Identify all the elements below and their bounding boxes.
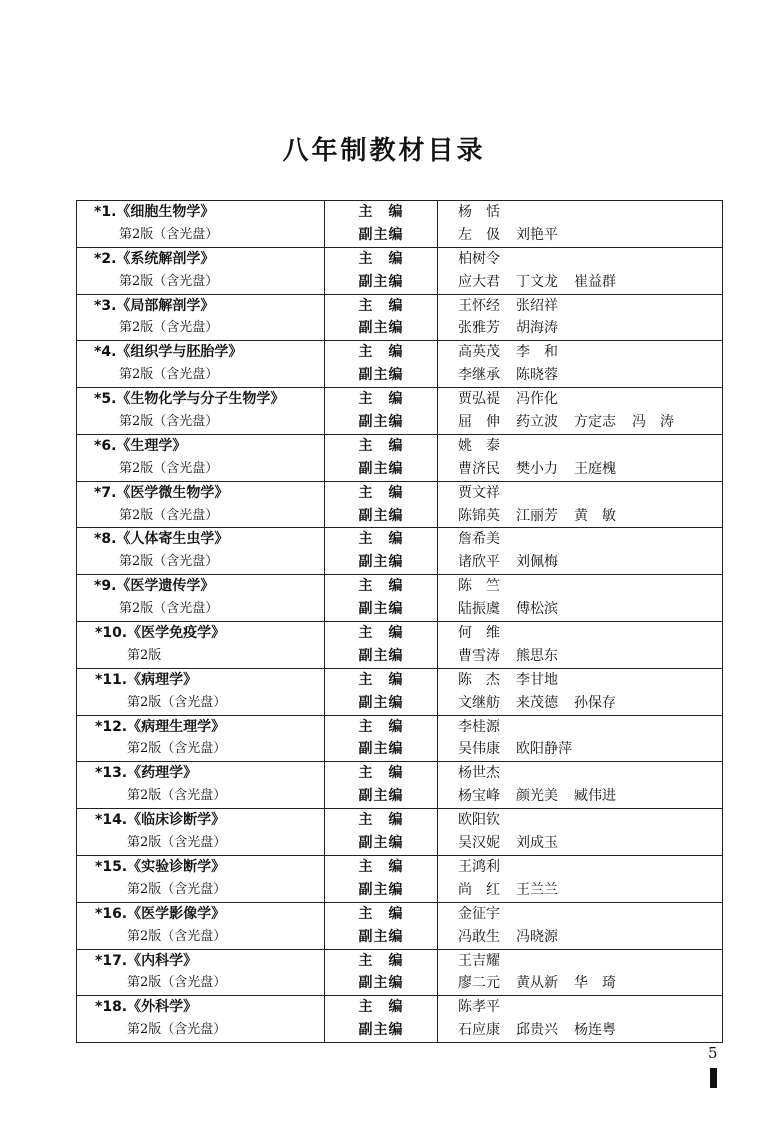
chief-editor-names	[438, 762, 722, 785]
book-edition: 第2版（含光盘）	[127, 1022, 227, 1038]
book-edition: 第2版（含光盘）	[119, 320, 219, 336]
editor-name: 王鸿利	[458, 858, 500, 875]
deputy-editor-names	[438, 972, 722, 995]
editors-cell	[438, 668, 723, 715]
book-cell	[77, 481, 325, 528]
book-row	[77, 481, 723, 528]
editor-name: 贾弘禔	[458, 391, 500, 408]
editors-cell	[438, 294, 723, 341]
chief-editor-names	[438, 809, 722, 832]
editors-cell	[438, 622, 723, 669]
chief-editor-names	[438, 622, 722, 645]
editor-name: 屈 伸	[458, 414, 500, 431]
editors-cell	[438, 528, 723, 575]
book-row	[77, 341, 723, 388]
book-title: *11.《病理学》	[95, 671, 198, 688]
book-title: *14.《临床诊断学》	[95, 812, 226, 829]
editor-name: 李继承	[458, 367, 500, 384]
deputy-editor-names	[438, 505, 722, 528]
book-row	[77, 247, 723, 294]
chief-editor-names	[438, 482, 722, 505]
deputy-editor-label: 副主编	[358, 694, 404, 711]
chief-editor-label: 主 编	[358, 578, 404, 595]
chief-editor-names	[438, 248, 722, 271]
chief-editor-names	[438, 388, 722, 411]
editor-name: 黄从新	[516, 975, 558, 992]
editor-name: 冯晓源	[516, 928, 558, 945]
book-edition: 第2版（含光盘）	[119, 273, 219, 289]
chief-editor-label: 主 编	[358, 625, 404, 642]
role-cell	[325, 575, 438, 622]
book-row	[77, 622, 723, 669]
editors-cell	[438, 388, 723, 435]
editor-name: 樊小力	[516, 460, 558, 477]
chief-editor-label: 主 编	[358, 297, 404, 314]
editor-name: 王吉耀	[458, 952, 500, 969]
editor-name: 熊思东	[516, 647, 558, 664]
deputy-editor-label: 副主编	[358, 928, 404, 945]
editors-cell	[438, 201, 723, 248]
chief-editor-label: 主 编	[358, 671, 404, 688]
editor-name: 陈孝平	[458, 999, 500, 1016]
chief-editor-names	[438, 716, 722, 739]
book-row	[77, 855, 723, 902]
chief-editor-label: 主 编	[358, 344, 404, 361]
editor-name: 陈 杰	[458, 671, 500, 688]
editor-name: 华 琦	[574, 975, 616, 992]
deputy-editor-names	[438, 1019, 722, 1042]
chief-editor-names	[438, 341, 722, 364]
page-edge-bar	[710, 1068, 717, 1088]
editor-name: 詹希美	[458, 531, 500, 548]
deputy-editor-names	[438, 785, 722, 808]
book-title: *18.《外科学》	[95, 999, 198, 1016]
editor-name: 刘佩梅	[516, 554, 558, 571]
book-title: *3.《局部解剖学》	[94, 297, 215, 314]
editors-cell	[438, 809, 723, 856]
book-row	[77, 294, 723, 341]
editors-cell	[438, 996, 723, 1043]
book-cell	[77, 762, 325, 809]
deputy-editor-names	[438, 317, 722, 340]
editor-name: 胡海涛	[516, 320, 558, 337]
editors-cell	[438, 434, 723, 481]
chief-editor-names	[438, 295, 722, 318]
book-title: *5.《生物化学与分子生物学》	[94, 391, 285, 408]
editor-name: 王怀经	[458, 297, 500, 314]
editor-name: 高英茂	[458, 344, 500, 361]
editors-cell	[438, 762, 723, 809]
book-cell	[77, 622, 325, 669]
book-row	[77, 715, 723, 762]
deputy-editor-names	[438, 364, 722, 387]
deputy-editor-label: 副主编	[358, 367, 404, 384]
role-cell	[325, 528, 438, 575]
deputy-editor-label: 副主编	[358, 507, 404, 524]
book-cell	[77, 247, 325, 294]
page-title: 八年制教材目录	[282, 136, 486, 166]
role-cell	[325, 668, 438, 715]
deputy-editor-label: 副主编	[358, 273, 404, 290]
role-cell	[325, 949, 438, 996]
editor-name: 文继舫	[458, 694, 500, 711]
role-cell	[325, 715, 438, 762]
editor-name: 张绍祥	[516, 297, 558, 314]
role-cell	[325, 434, 438, 481]
role-cell	[325, 341, 438, 388]
editor-name: 杨连粤	[574, 1022, 616, 1039]
book-edition: 第2版（含光盘）	[119, 367, 219, 383]
deputy-editor-label: 副主编	[358, 788, 404, 805]
chief-editor-label: 主 编	[358, 391, 404, 408]
book-row	[77, 949, 723, 996]
editor-name: 杨 恬	[458, 204, 500, 220]
book-title: *15.《实验诊断学》	[95, 858, 226, 875]
chief-editor-names	[438, 528, 722, 551]
deputy-editor-names	[438, 692, 722, 715]
deputy-editor-label: 副主编	[358, 460, 404, 477]
book-row	[77, 902, 723, 949]
deputy-editor-names	[438, 738, 722, 761]
editor-name: 李 和	[516, 344, 558, 361]
deputy-editor-names	[438, 551, 722, 574]
editor-name: 陈 竺	[458, 578, 500, 595]
editor-name: 臧伟进	[574, 788, 616, 805]
editor-name: 欧阳钦	[458, 812, 500, 829]
book-title: *1.《细胞生物学》	[94, 204, 215, 220]
role-cell	[325, 809, 438, 856]
deputy-editor-label: 副主编	[358, 1022, 404, 1039]
editor-name: 吴伟康	[458, 741, 500, 758]
editor-name: 方定志	[574, 414, 616, 431]
book-cell	[77, 528, 325, 575]
book-edition: 第2版（含光盘）	[119, 226, 219, 242]
role-cell	[325, 855, 438, 902]
deputy-editor-label: 副主编	[358, 414, 404, 431]
book-title: *4.《组织学与胚胎学》	[94, 344, 243, 361]
chief-editor-names	[438, 435, 722, 458]
deputy-editor-names	[438, 926, 722, 949]
editor-name: 欧阳静萍	[516, 741, 572, 758]
book-row	[77, 575, 723, 622]
chief-editor-label: 主 编	[358, 718, 404, 735]
book-cell	[77, 996, 325, 1043]
editor-name: 应大君	[458, 273, 500, 290]
deputy-editor-names	[438, 224, 722, 247]
editor-name: 左 伋	[458, 226, 500, 243]
book-row	[77, 809, 723, 856]
deputy-editor-names	[438, 598, 722, 621]
role-cell	[325, 902, 438, 949]
book-cell	[77, 388, 325, 435]
editor-name: 杨世杰	[458, 765, 500, 782]
book-cell	[77, 902, 325, 949]
editor-name: 黄 敏	[574, 507, 616, 524]
book-edition: 第2版（含光盘）	[119, 507, 219, 523]
book-edition: 第2版（含光盘）	[127, 928, 227, 944]
book-title: *9.《医学遗传学》	[94, 578, 215, 595]
editors-cell	[438, 715, 723, 762]
chief-editor-label: 主 编	[358, 484, 404, 501]
editor-name: 张雅芳	[458, 320, 500, 337]
chief-editor-label: 主 编	[358, 999, 404, 1016]
deputy-editor-label: 副主编	[358, 554, 404, 571]
editor-name: 李甘地	[516, 671, 558, 688]
book-cell	[77, 575, 325, 622]
editor-name: 柏树令	[458, 250, 500, 267]
editor-name: 石应康	[458, 1022, 500, 1039]
book-cell	[77, 949, 325, 996]
book-row	[77, 668, 723, 715]
chief-editor-label: 主 编	[358, 250, 404, 267]
editor-name: 李桂源	[458, 718, 500, 735]
editors-cell	[438, 575, 723, 622]
editor-name: 陈锦英	[458, 507, 500, 524]
chief-editor-names	[438, 575, 722, 598]
book-row	[77, 996, 723, 1043]
editor-name: 吴汉妮	[458, 835, 500, 852]
chief-editor-label: 主 编	[358, 765, 404, 782]
book-title: *6.《生理学》	[94, 437, 187, 454]
editor-name: 陆振虞	[458, 601, 500, 618]
editors-cell	[438, 481, 723, 528]
book-edition: 第2版（含光盘）	[127, 881, 227, 897]
book-title: *2.《系统解剖学》	[94, 250, 215, 267]
book-edition: 第2版（含光盘）	[119, 601, 219, 617]
editor-name: 姚 泰	[458, 437, 500, 454]
chief-editor-names	[438, 669, 722, 692]
editor-name: 曹济民	[458, 460, 500, 477]
editor-name: 刘艳平	[516, 226, 558, 243]
book-cell	[77, 434, 325, 481]
chief-editor-label: 主 编	[358, 437, 404, 454]
editor-name: 尚 红	[458, 881, 500, 898]
chief-editor-label: 主 编	[358, 858, 404, 875]
role-cell	[325, 201, 438, 248]
chief-editor-label: 主 编	[358, 812, 404, 829]
editor-name: 江丽芳	[516, 507, 558, 524]
deputy-editor-names	[438, 411, 722, 434]
deputy-editor-names	[438, 879, 722, 902]
editor-name: 刘成玉	[516, 835, 558, 852]
deputy-editor-label: 副主编	[358, 601, 404, 618]
chief-editor-names	[438, 950, 722, 973]
role-cell	[325, 294, 438, 341]
deputy-editor-names	[438, 271, 722, 294]
editor-name: 崔益群	[574, 273, 616, 290]
book-edition: 第2版（含光盘）	[127, 788, 227, 804]
chief-editor-names	[438, 201, 722, 224]
deputy-editor-names	[438, 832, 722, 855]
book-title: *17.《内科学》	[95, 952, 198, 969]
book-edition: 第2版	[127, 647, 162, 663]
book-edition: 第2版（含光盘）	[127, 835, 227, 851]
editor-name: 来茂德	[516, 694, 558, 711]
book-title: *13.《药理学》	[95, 765, 198, 782]
book-row	[77, 201, 723, 248]
chief-editor-names	[438, 856, 722, 879]
book-row	[77, 434, 723, 481]
editor-name: 金征宇	[458, 905, 500, 922]
role-cell	[325, 481, 438, 528]
book-cell	[77, 201, 325, 248]
book-title: *16.《医学影像学》	[95, 905, 226, 922]
editors-cell	[438, 902, 723, 949]
book-cell	[77, 715, 325, 762]
deputy-editor-names	[438, 645, 722, 668]
editor-name: 傅松滨	[516, 601, 558, 618]
editor-name: 冯敢生	[458, 928, 500, 945]
deputy-editor-label: 副主编	[358, 226, 404, 243]
editor-name: 孙保存	[574, 694, 616, 711]
book-title: *8.《人体寄生虫学》	[94, 531, 229, 548]
deputy-editor-label: 副主编	[358, 975, 404, 992]
chief-editor-label: 主 编	[358, 531, 404, 548]
book-cell	[77, 855, 325, 902]
editors-cell	[438, 855, 723, 902]
chief-editor-names	[438, 996, 722, 1019]
textbook-catalog-table	[76, 200, 723, 1043]
chief-editor-label: 主 编	[358, 905, 404, 922]
book-cell	[77, 294, 325, 341]
book-row	[77, 388, 723, 435]
book-edition: 第2版（含光盘）	[119, 554, 219, 570]
editor-name: 何 维	[458, 625, 500, 642]
editors-cell	[438, 247, 723, 294]
role-cell	[325, 388, 438, 435]
role-cell	[325, 762, 438, 809]
book-edition: 第2版（含光盘）	[119, 460, 219, 476]
editor-name: 诸欣平	[458, 554, 500, 571]
deputy-editor-label: 副主编	[358, 647, 404, 664]
editor-name: 颜光美	[516, 788, 558, 805]
deputy-editor-label: 副主编	[358, 881, 404, 898]
editors-cell	[438, 949, 723, 996]
editor-name: 廖二元	[458, 975, 500, 992]
book-row	[77, 528, 723, 575]
book-cell	[77, 809, 325, 856]
role-cell	[325, 247, 438, 294]
chief-editor-label: 主 编	[358, 204, 404, 220]
book-cell	[77, 341, 325, 388]
book-title: *12.《病理生理学》	[95, 718, 226, 735]
book-cell	[77, 668, 325, 715]
editor-name: 丁文龙	[516, 273, 558, 290]
editor-name: 曹雪涛	[458, 647, 500, 664]
editor-name: 贾文祥	[458, 484, 500, 501]
deputy-editor-names	[438, 458, 722, 481]
chief-editor-names	[438, 903, 722, 926]
book-edition: 第2版（含光盘）	[127, 741, 227, 757]
deputy-editor-label: 副主编	[358, 741, 404, 758]
book-row	[77, 762, 723, 809]
book-title: *10.《医学免疫学》	[95, 625, 226, 642]
role-cell	[325, 622, 438, 669]
chief-editor-label: 主 编	[358, 952, 404, 969]
editor-name: 药立波	[516, 414, 558, 431]
editor-name: 冯作化	[516, 391, 558, 408]
editor-name: 王庭槐	[574, 460, 616, 477]
editor-name: 杨宝峰	[458, 788, 500, 805]
editors-cell	[438, 341, 723, 388]
book-edition: 第2版（含光盘）	[127, 694, 227, 710]
role-cell	[325, 996, 438, 1043]
editor-name: 陈晓蓉	[516, 367, 558, 384]
editor-name: 冯 涛	[632, 414, 674, 431]
deputy-editor-label: 副主编	[358, 320, 404, 337]
book-edition: 第2版（含光盘）	[119, 414, 219, 430]
editor-name: 王兰兰	[516, 881, 558, 898]
book-edition: 第2版（含光盘）	[127, 975, 227, 991]
page-number: 5	[708, 1044, 718, 1062]
deputy-editor-label: 副主编	[358, 835, 404, 852]
book-title: *7.《医学微生物学》	[94, 484, 229, 501]
editor-name: 邱贵兴	[516, 1022, 558, 1039]
